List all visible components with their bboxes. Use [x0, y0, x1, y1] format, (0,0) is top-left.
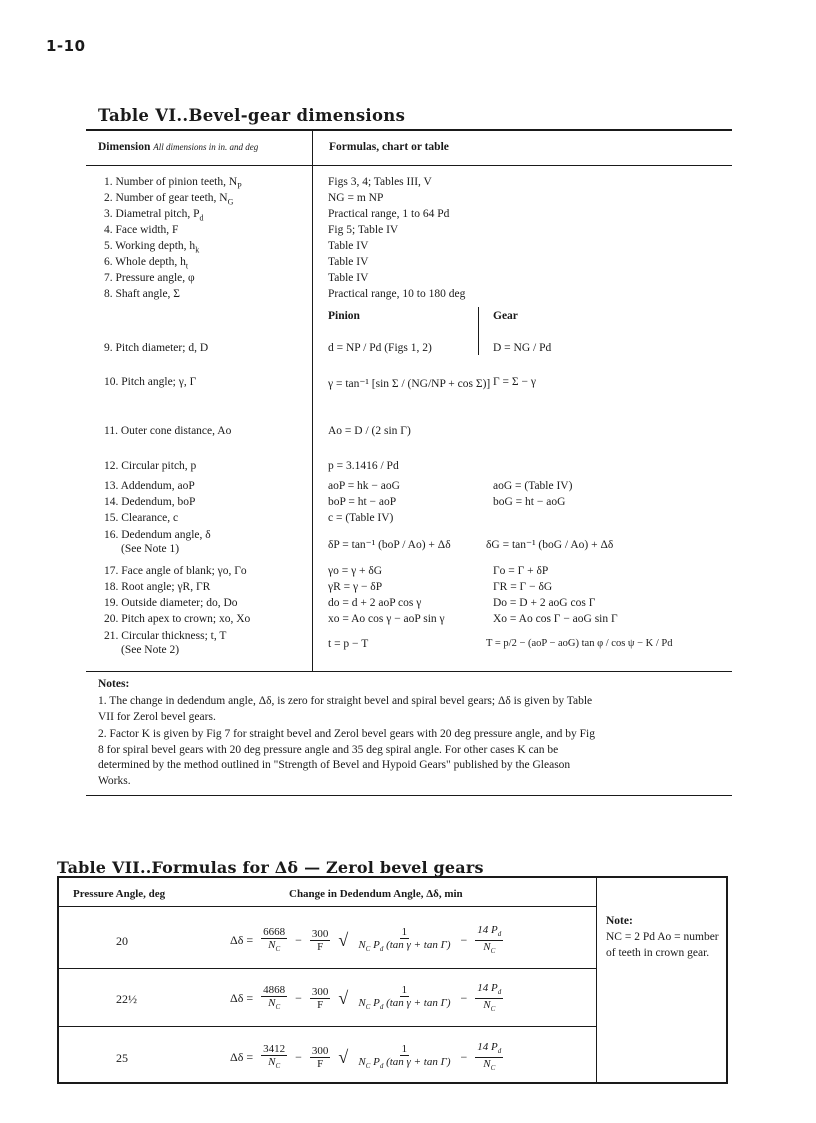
- t6-row-9-label: 9. Pitch diameter; d, D: [104, 342, 209, 354]
- t6-row-19-pinion: do = d + 2 aoP cos γ: [328, 597, 422, 609]
- t7-row-rule-2: [58, 1026, 596, 1027]
- t6-row-17-label: 17. Face angle of blank; γo, Γo: [104, 565, 247, 577]
- t6-row-19-gear: Do = D + 2 aoG cos Γ: [493, 597, 596, 609]
- t6-row-6-label: 6. Whole depth, $h_t$: [104, 256, 189, 271]
- t7-header-change: Change in Dedendum Angle, Δδ, min: [289, 888, 463, 900]
- t6-row-12-label: 12. Circular pitch, p: [104, 460, 197, 472]
- t6-row-5-label: 5. Working depth, $h_k$: [104, 240, 200, 255]
- t6-row-21-pinion: t = p − T: [328, 638, 369, 650]
- t6-row-8-label: 8. Shaft angle, Σ: [104, 288, 180, 300]
- t6-row-13-pinion: aoP = hk − aoG: [328, 480, 400, 492]
- t6-row-4-label: 4. Face width, F: [104, 224, 179, 236]
- t6-row-2-value: NG = m NP: [328, 192, 384, 204]
- t6-row-5-value: Table IV: [328, 240, 369, 252]
- note-1: 1. The change in dedendum angle, Δδ, is zero for straight bevel and spiral bevel gears; Δδ is given by Table VII for Zerol bevel gears.: [98, 695, 593, 723]
- t6-row-14-gear: boG = ht − aoG: [493, 496, 566, 508]
- t6-row-20-pinion: xo = Ao cos γ − aoP sin γ: [328, 613, 445, 625]
- t6-row-15-pinion: c = (Table IV): [328, 512, 394, 524]
- t6-row-20-gear: Xo = Ao cos Γ − aoG sin Γ: [493, 613, 618, 625]
- t7-formula-22-5: Δδ = $\frac{4868}{N_C}$ − $\frac{300}{F}$ √ $\frac{1}{N_C P_d (\tan \gamma + \tan \Gamma)}$ − $\frac{14 P_d}{N_C}$: [230, 982, 502, 1014]
- table6-header-divider: [312, 130, 313, 166]
- t6-row-17-gear: Γo = Γ + δP: [493, 565, 549, 577]
- note-2: 2. Factor K is given by Fig 7 for straight bevel and Zerol bevel gears with 20 deg pressure angle, and by Fig 8 for spiral bevel gears with 20 deg pressure angle and 35 deg spiral angle. For other cases K can be determined by the method outlined in "Strength of Bevel and Hypoid Gears" published by the Gleason Works.: [98, 728, 595, 787]
- t6-row-11-pinion: Ao = D / (2 sin Γ): [328, 425, 411, 437]
- table6-header-rule: [86, 165, 732, 166]
- table6-top-rule: [86, 129, 732, 131]
- notes-title: Notes:: [98, 678, 130, 690]
- t6-row-18-label: 18. Root angle; γR, ΓR: [104, 581, 211, 593]
- table6-title: Table VI..Bevel-gear dimensions: [98, 106, 406, 125]
- table7-note-title: Note:: [606, 915, 633, 927]
- t6-row-21-note: (See Note 2): [121, 644, 180, 656]
- t6-row-10-gear: Γ = Σ − γ: [493, 376, 536, 388]
- t7-angle-20: 20: [116, 934, 128, 948]
- table7-note-divider: [596, 877, 597, 1083]
- t6-row-18-gear: ΓR = Γ − δG: [493, 581, 553, 593]
- t6-row-14-pinion: boP = ht − aoP: [328, 496, 397, 508]
- t6-row-16-gear: δG = tan⁻¹ (boG / Ao) + Δδ: [486, 539, 614, 551]
- t6-row-13-label: 13. Addendum, aoP: [104, 480, 195, 492]
- gear-subheader: Gear: [493, 310, 518, 322]
- t6-row-16-pinion: δP = tan⁻¹ (boP / Ao) + Δδ: [328, 539, 451, 551]
- t7-row-rule-1: [58, 968, 596, 969]
- t6-row-9-pinion: d = NP / Pd (Figs 1, 2): [328, 342, 432, 354]
- t7-header-rule: [58, 906, 596, 907]
- t6-row-7-value: Table IV: [328, 272, 369, 284]
- t6-row-16-label: 16. Dedendum angle, δ: [104, 529, 211, 541]
- table6-bottom-rule: [86, 795, 732, 796]
- table7-title: Table VII..Formulas for Δδ — Zerol bevel gears: [57, 858, 484, 877]
- t6-row-21-label: 21. Circular thickness; t, T: [104, 630, 227, 642]
- t6-row-15-label: 15. Clearance, c: [104, 512, 179, 524]
- t6-row-2-label: 2. Number of gear teeth, $N_G$: [104, 192, 234, 207]
- t6-row-17-pinion: γo = γ + δG: [328, 565, 383, 577]
- t6-row-3-label: 3. Diametral pitch, $P_d$: [104, 208, 204, 223]
- t6-row-12-pinion: p = 3.1416 / Pd: [328, 460, 399, 472]
- t6-row-1-value: Figs 3, 4; Tables III, V: [328, 176, 432, 188]
- table7-note: [606, 913, 721, 961]
- t6-row-21-gear: T = p/2 − (aoP − aoG) tan φ / cos ψ − K / Pd: [486, 638, 673, 649]
- t6-row-18-pinion: γR = γ − δP: [328, 581, 383, 593]
- t6-row-16-note: (See Note 1): [121, 543, 180, 555]
- t6-row-4-value: Fig 5; Table IV: [328, 224, 399, 236]
- table6-body-rule: [86, 671, 732, 672]
- t7-angle-22-5: 22½: [116, 992, 137, 1006]
- t6-row-20-label: 20. Pitch apex to crown; xo, Xo: [104, 613, 251, 625]
- t6-row-10-label: 10. Pitch angle; γ, Γ: [104, 376, 197, 388]
- t6-row-11-label: 11. Outer cone distance, Ao: [104, 425, 232, 437]
- page-number: 1-10: [46, 37, 86, 55]
- t6-row-7-label: 7. Pressure angle, φ: [104, 272, 195, 284]
- t6-row-19-label: 19. Outside diameter; do, Do: [104, 597, 238, 609]
- t6-row-6-value: Table IV: [328, 256, 369, 268]
- table6-header-formulas: Formulas, chart or table: [329, 141, 449, 153]
- t6-row-9-gear: D = NG / Pd: [493, 342, 552, 354]
- t6-row-10-pinion: γ = tan⁻¹ [sin Σ / (NG/NP + cos Σ)]: [328, 378, 491, 390]
- t6-row-14-label: 14. Dedendum, boP: [104, 496, 196, 508]
- pinion-gear-divider: [478, 307, 479, 355]
- t6-row-8-value: Practical range, 10 to 180 deg: [328, 288, 466, 300]
- table6-column-divider: [312, 166, 313, 672]
- table7-note-text: NC = 2 Pd Ao = number of teeth in crown gear.: [606, 931, 719, 959]
- t7-angle-25: 25: [116, 1051, 128, 1065]
- t6-row-3-value: Practical range, 1 to 64 Pd: [328, 208, 450, 220]
- pinion-subheader: Pinion: [328, 310, 360, 322]
- table6-header-dimension: Dimension All dimensions in in. and deg: [98, 141, 259, 153]
- t6-row-1-label: 1. Number of pinion teeth, $N_P$: [104, 176, 242, 191]
- t7-header-pressure-angle: Pressure Angle, deg: [73, 888, 166, 900]
- t7-formula-20: Δδ = $\frac{6668}{N_C}$ − $\frac{300}{F}$ √ $\frac{1}{N_C P_d (\tan \gamma + \tan \Gamma)}$ − $\frac{14 P_d}{N_C}$: [230, 924, 502, 956]
- t7-formula-25: Δδ = $\frac{3412}{N_C}$ − $\frac{300}{F}$ √ $\frac{1}{N_C P_d (\tan \gamma + \tan \Gamma)}$ − $\frac{14 P_d}{N_C}$: [230, 1041, 502, 1073]
- t6-row-13-gear: aoG = (Table IV): [493, 480, 573, 492]
